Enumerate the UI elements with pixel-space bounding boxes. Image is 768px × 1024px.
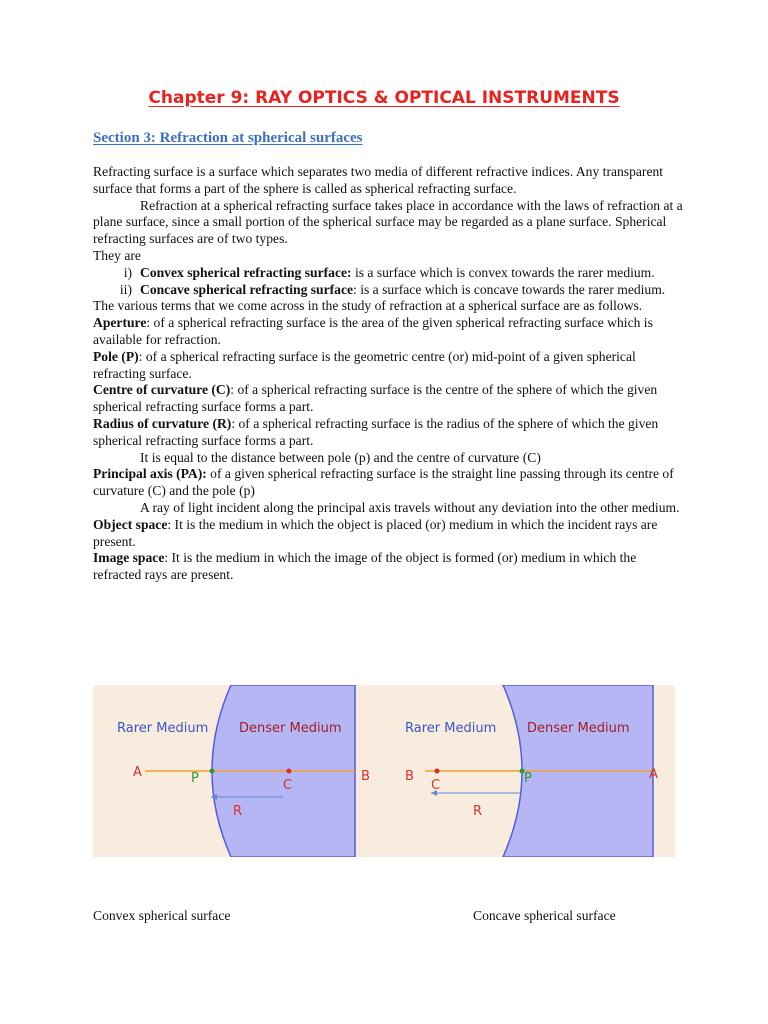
definition: : It is the medium in which the object is placed (or) medium in which the incident rays are present. [93, 516, 658, 549]
term: Convex spherical refracting surface: [140, 264, 352, 280]
list-item [93, 265, 683, 282]
term: Object space [93, 516, 168, 532]
list-item [93, 282, 683, 299]
radius-label: R [233, 804, 243, 819]
denser-medium-label: Denser Medium [239, 721, 342, 736]
denser-medium-label: Denser Medium [527, 721, 630, 736]
term-paragraph [93, 416, 683, 450]
term-paragraph [93, 517, 683, 551]
paragraph: It is equal to the distance between pole (p) and the centre of curvature (C) [140, 449, 541, 465]
pole-label: P [524, 771, 532, 786]
term: Centre of curvature (C) [93, 382, 231, 398]
term: Aperture [93, 315, 147, 331]
diagram-svg [93, 685, 675, 857]
point-a-label: A [649, 767, 658, 782]
paragraph: Refracting surface is a surface which separates two media of different refractive indices. Any transparent surface that forms a part of the sphere is called as spherical refracting surface. [93, 164, 664, 196]
centre-label: C [431, 778, 441, 793]
term-paragraph [93, 349, 683, 383]
term: Concave spherical refracting surface [140, 281, 354, 297]
point-a-label: A [133, 765, 142, 780]
body-text [93, 164, 683, 584]
point-b-label: B [361, 769, 370, 784]
paragraph: The various terms that we come across in the study of refraction at a spherical surface are as follows. [93, 298, 643, 314]
chapter-title: Chapter 9: RAY OPTICS & OPTICAL INSTRUMENTS [148, 88, 620, 108]
list-number: ii) [119, 281, 132, 297]
term-paragraph [93, 382, 683, 416]
paragraph: A ray of light incident along the principal axis travels without any deviation into the other medium. [140, 499, 680, 515]
paragraph: Refraction at a spherical refracting surface takes place in accordance with the laws of refraction at a plane surface, since a small portion of the spherical surface may be regarded as a plane surface. Spherical refracting surfaces are of two types. [93, 197, 683, 247]
centre-point [287, 769, 292, 774]
pole-point [210, 769, 215, 774]
caption-concave: Concave spherical surface [473, 908, 616, 923]
list-number: i) [123, 264, 132, 280]
rarer-medium-label: Rarer Medium [405, 721, 497, 736]
definition: : is a surface which is concave towards the rarer medium. [353, 281, 666, 297]
point-b-label: B [405, 769, 414, 784]
definition: : of a spherical refracting surface is the radius of the sphere of which the given spherical refracting surface forms a part. [93, 415, 659, 448]
section-heading: Section 3: Refraction at spherical surfaces [93, 130, 363, 146]
caption-convex: Convex spherical surface [93, 908, 231, 923]
refraction-diagram [93, 685, 675, 857]
definition: is a surface which is convex towards the rarer medium. [351, 264, 655, 280]
term: Pole (P) [93, 348, 139, 364]
definition: : It is the medium in which the image of the object is formed (or) medium in which the refracted rays are present. [93, 550, 637, 583]
pole-label: P [191, 771, 199, 786]
term: Image space [93, 550, 165, 566]
radius-label: R [473, 804, 483, 819]
term: Principal axis (PA): [93, 466, 207, 482]
centre-label: C [283, 778, 293, 793]
definition: of a given spherical refracting surface is the straight line passing through its centre of curvature (C) and the pole (p) [93, 466, 674, 499]
term-paragraph [93, 466, 683, 500]
term: Radius of curvature (R) [93, 415, 232, 431]
paragraph: They are [93, 247, 141, 263]
definition: : of a spherical refracting surface is the centre of the sphere of which the given spherical refracting surface forms a part. [93, 382, 658, 415]
rarer-medium-label: Rarer Medium [117, 721, 209, 736]
definition: : of a spherical refracting surface is the geometric centre (or) mid-point of a given spherical refracting surface. [93, 348, 636, 381]
term-paragraph [93, 315, 683, 349]
term-paragraph [93, 550, 683, 584]
centre-point [435, 769, 440, 774]
definition: : of a spherical refracting surface is the area of the given spherical refracting surface which is available for refraction. [93, 315, 653, 347]
